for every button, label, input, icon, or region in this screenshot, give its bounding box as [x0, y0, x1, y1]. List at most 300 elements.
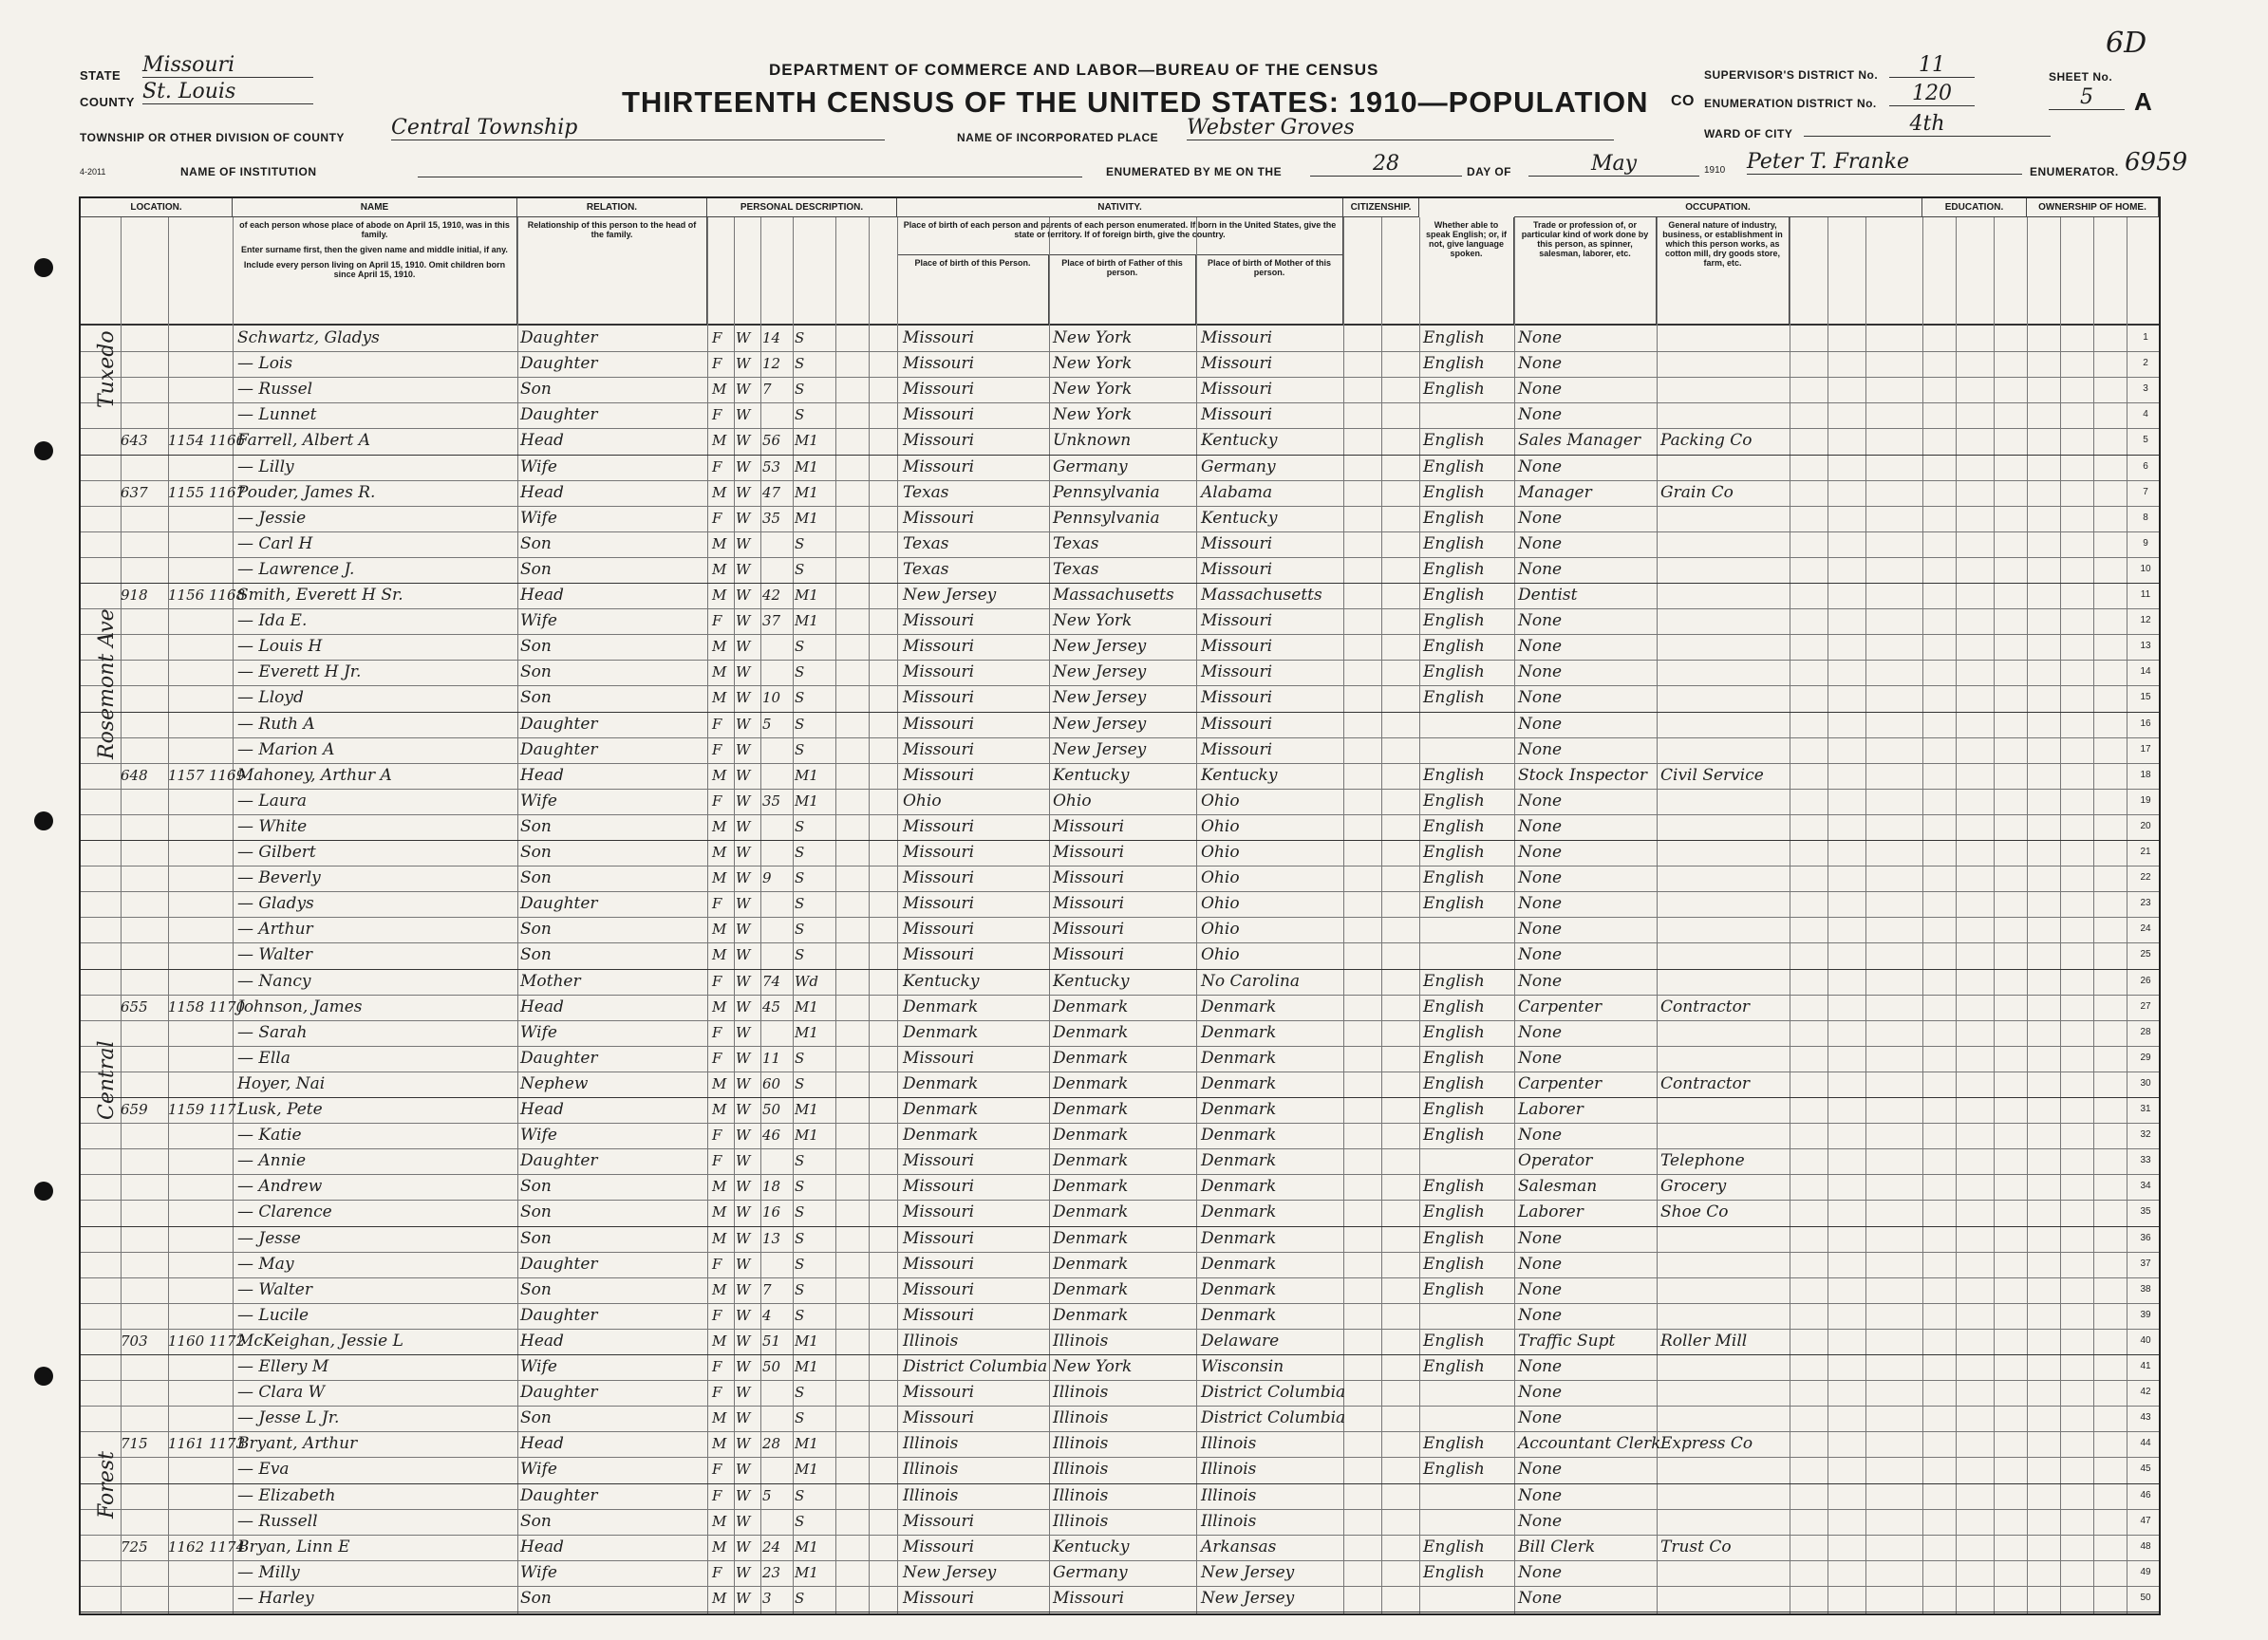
row-number: 35	[2140, 1206, 2151, 1218]
cell-ind: Grocery	[1660, 1177, 1727, 1197]
cell-name: — Russel	[237, 380, 313, 400]
cell-fam: 1159 1171	[168, 1101, 246, 1118]
cell-rel: Son	[520, 843, 552, 862]
cell-mbp: Missouri	[1201, 611, 1273, 631]
cell-ms: S	[795, 844, 805, 861]
row-number: 33	[2140, 1155, 2151, 1166]
cell-mbp: Denmark	[1201, 1305, 1277, 1325]
cell-lang: English	[1423, 1100, 1485, 1119]
cell-age: 74	[762, 972, 781, 990]
row-number: 48	[2140, 1540, 2151, 1552]
cell-sex: M	[712, 844, 727, 861]
column-rule	[707, 217, 708, 1613]
row-number: 29	[2140, 1052, 2151, 1063]
cell-age: 7	[762, 1280, 772, 1298]
cell-race: W	[736, 381, 751, 399]
cell-trade: Carpenter	[1518, 997, 1603, 1016]
cell-fbp: Missouri	[1053, 894, 1125, 914]
cell-lang: English	[1423, 611, 1485, 631]
form-number: 4-2011	[80, 167, 106, 177]
cell-trade: Bill Clerk	[1518, 1537, 1596, 1556]
cell-ms: S	[795, 1152, 805, 1170]
cell-ms: M1	[795, 1538, 818, 1556]
cell-rel: Head	[520, 1434, 564, 1454]
cell-fbp: Denmark	[1053, 1202, 1129, 1222]
cell-fbp: Kentucky	[1053, 765, 1130, 785]
cell-lang: English	[1423, 765, 1485, 785]
cell-race: W	[736, 329, 751, 346]
cell-bp: Texas	[903, 559, 949, 579]
cell-trade: Salesman	[1518, 1177, 1598, 1197]
cell-race: W	[736, 715, 751, 733]
column-rule	[1419, 217, 1420, 1613]
cell-sex: F	[712, 792, 722, 810]
enumerator-label: ENUMERATOR.	[2030, 165, 2119, 178]
cell-trade: None	[1518, 1383, 1563, 1403]
cell-lang: English	[1423, 1048, 1485, 1068]
cell-ind: Civil Service	[1660, 765, 1764, 785]
cell-ms: M1	[795, 1101, 818, 1118]
cell-mbp: Missouri	[1201, 380, 1273, 400]
cell-bp: District Columbia	[903, 1357, 1048, 1376]
cell-rel: Son	[520, 1228, 552, 1248]
cell-sex: F	[712, 612, 722, 630]
cell-fbp: Illinois	[1053, 1511, 1109, 1531]
row-number: 18	[2140, 769, 2151, 780]
cell-sex: F	[712, 457, 722, 475]
cell-age: 11	[762, 1049, 781, 1067]
row-number: 23	[2140, 898, 2151, 909]
cell-rel: Son	[520, 688, 552, 708]
punch-hole	[34, 811, 53, 830]
cell-age: 16	[762, 1203, 781, 1221]
cell-mbp: Missouri	[1201, 405, 1273, 425]
column-rule	[1514, 217, 1515, 1613]
cell-bp: Missouri	[903, 354, 975, 374]
cell-ms: M1	[795, 766, 818, 784]
column-rule	[734, 217, 735, 1613]
cell-ms: S	[795, 817, 805, 835]
cell-lang: English	[1423, 586, 1485, 605]
cell-bp: Missouri	[903, 328, 975, 347]
cell-mbp: Missouri	[1201, 637, 1273, 657]
row-number: 49	[2140, 1566, 2151, 1577]
cell-age: 50	[762, 1358, 781, 1375]
column-rule	[1956, 217, 1957, 1613]
cell-bp: New Jersey	[903, 586, 997, 605]
row-number: 32	[2140, 1129, 2151, 1141]
cell-ms: M1	[795, 587, 818, 604]
row-number: 7	[2143, 486, 2148, 497]
row-number: 30	[2140, 1077, 2151, 1089]
cell-race: W	[736, 972, 751, 990]
punch-hole	[34, 1182, 53, 1201]
cell-race: W	[736, 1384, 751, 1402]
cell-bp: Missouri	[903, 688, 975, 708]
cell-race: W	[736, 766, 751, 784]
cell-sex: M	[712, 1229, 727, 1247]
cell-mbp: Illinois	[1201, 1485, 1257, 1505]
cell-mbp: Missouri	[1201, 559, 1273, 579]
cell-mbp: Denmark	[1201, 1279, 1277, 1299]
cell-lang: English	[1423, 1331, 1485, 1351]
cell-race: W	[736, 1280, 751, 1298]
cell-trade: Laborer	[1518, 1202, 1584, 1222]
cell-ms: S	[795, 1486, 805, 1504]
cell-name: — Ruth A	[237, 714, 315, 734]
cell-name: — Lawrence J.	[237, 559, 355, 579]
institution-label: NAME OF INSTITUTION	[180, 165, 317, 178]
cell-sex: M	[712, 817, 727, 835]
cell-sex: F	[712, 1563, 722, 1581]
cell-bp: Ohio	[903, 791, 942, 811]
cell-trade: None	[1518, 1254, 1563, 1274]
cell-rel: Son	[520, 662, 552, 682]
cell-bp: Missouri	[903, 1383, 975, 1403]
cell-dw: 715	[121, 1435, 148, 1453]
cell-mbp: Denmark	[1201, 1100, 1277, 1119]
state-value: Missouri	[142, 53, 313, 78]
cell-rel: Wife	[520, 457, 557, 476]
cell-bp: Texas	[903, 533, 949, 553]
row-number: 38	[2140, 1283, 2151, 1295]
cell-fbp: Missouri	[1053, 843, 1125, 862]
cell-lang: English	[1423, 1177, 1485, 1197]
cell-age: 13	[762, 1229, 781, 1247]
cell-trade: None	[1518, 508, 1563, 528]
cell-ms: M1	[795, 792, 818, 810]
cell-race: W	[736, 432, 751, 450]
cell-rel: Son	[520, 1177, 552, 1197]
cell-race: W	[736, 1332, 751, 1350]
cell-name: — Sarah	[237, 1022, 308, 1042]
cell-dw: 725	[121, 1538, 148, 1556]
cell-sex: M	[712, 1178, 727, 1196]
cell-trade: None	[1518, 1511, 1563, 1531]
cell-fbp: New York	[1053, 611, 1133, 631]
punch-hole	[34, 441, 53, 460]
cell-name: Schwartz, Gladys	[237, 328, 380, 347]
cell-fbp: Germany	[1053, 457, 1128, 476]
cell-rel: Wife	[520, 611, 557, 631]
cell-age: 3	[762, 1589, 772, 1607]
cell-mbp: Delaware	[1201, 1331, 1280, 1351]
header-industry: General nature of industry, business, or establishment in which this person works, as cotton mill, dry goods store, farm, etc.	[1657, 217, 1790, 324]
cell-lang: English	[1423, 508, 1485, 528]
cell-lang: English	[1423, 637, 1485, 657]
cell-rel: Daughter	[520, 1254, 598, 1274]
cell-rel: Daughter	[520, 354, 598, 374]
group-location: LOCATION.	[81, 198, 233, 217]
cell-sex: M	[712, 766, 727, 784]
cell-ind: Packing Co	[1660, 431, 1753, 451]
cell-race: W	[736, 587, 751, 604]
cell-name: — Clarence	[237, 1202, 332, 1222]
cell-ms: S	[795, 329, 805, 346]
cell-sex: M	[712, 1589, 727, 1607]
cell-rel: Daughter	[520, 328, 598, 347]
group-name: NAME	[233, 198, 517, 217]
cell-ms: M1	[795, 432, 818, 450]
cell-lang: English	[1423, 533, 1485, 553]
cell-sex: M	[712, 689, 727, 707]
header-name-desc: of each person whose place of abode on April 15, 1910, was in this family. Enter surname first, then the given name and middle initial, if any. Include every person living on April 15, 1910. Omit children born since April 15, 1910.	[233, 217, 517, 324]
row-number: 47	[2140, 1515, 2151, 1526]
cell-trade: None	[1518, 1022, 1563, 1042]
cell-trade: None	[1518, 1305, 1563, 1325]
group-ownership: OWNERSHIP OF HOME.	[2027, 198, 2159, 217]
row-number: 24	[2140, 923, 2151, 935]
cell-ms: M1	[795, 1435, 818, 1453]
cell-trade: None	[1518, 920, 1563, 940]
cell-trade: None	[1518, 1126, 1563, 1146]
cell-age: 50	[762, 1101, 781, 1118]
cell-name: — Walter	[237, 945, 312, 965]
cell-name: — Arthur	[237, 920, 313, 940]
cell-name: — Marion A	[237, 739, 335, 759]
cell-bp: Kentucky	[903, 971, 980, 991]
cell-mbp: Missouri	[1201, 328, 1273, 347]
cell-lang: English	[1423, 431, 1485, 451]
cell-name: — Russell	[237, 1511, 318, 1531]
cell-ms: S	[795, 715, 805, 733]
cell-name: — Gladys	[237, 894, 314, 914]
cell-rel: Daughter	[520, 739, 598, 759]
cell-rel: Daughter	[520, 1383, 598, 1403]
cell-fbp: Kentucky	[1053, 1537, 1130, 1556]
row-number: 42	[2140, 1387, 2151, 1398]
cell-bp: Denmark	[903, 1022, 979, 1042]
cell-ms: S	[795, 689, 805, 707]
cell-trade: None	[1518, 328, 1563, 347]
cell-name: — Jesse L Jr.	[237, 1408, 340, 1428]
cell-ms: S	[795, 1280, 805, 1298]
cell-fbp: Denmark	[1053, 1177, 1129, 1197]
row-number: 26	[2140, 975, 2151, 986]
cell-name: — White	[237, 816, 308, 836]
cell-name: — Ida E.	[237, 611, 308, 631]
cell-age: 37	[762, 612, 781, 630]
cell-ind: Shoe Co	[1660, 1202, 1729, 1222]
cell-bp: Missouri	[903, 1151, 975, 1171]
header-language: Whether able to speak English; or, if not, give language spoken.	[1419, 217, 1514, 324]
cell-race: W	[736, 1306, 751, 1324]
township-label: TOWNSHIP OR OTHER DIVISION OF COUNTY	[80, 131, 345, 144]
cell-sex: M	[712, 921, 727, 939]
cell-age: 60	[762, 1074, 781, 1092]
cell-bp: Missouri	[903, 945, 975, 965]
day-of-label: DAY OF	[1467, 165, 1512, 178]
cell-bp: Missouri	[903, 843, 975, 862]
row-number: 45	[2140, 1463, 2151, 1475]
cell-bp: Missouri	[903, 611, 975, 631]
cell-bp: Missouri	[903, 1588, 975, 1608]
cell-lang: English	[1423, 894, 1485, 914]
cell-ms: S	[795, 355, 805, 373]
cell-ms: M1	[795, 457, 818, 475]
cell-rel: Wife	[520, 791, 557, 811]
cell-rel: Son	[520, 559, 552, 579]
cell-trade: Sales Manager	[1518, 431, 1641, 451]
row-number: 17	[2140, 743, 2151, 755]
cell-sex: M	[712, 1280, 727, 1298]
cell-bp: Missouri	[903, 714, 975, 734]
cell-sex: M	[712, 1409, 727, 1427]
cell-fam: 1157 1169	[168, 766, 246, 784]
cell-sex: M	[712, 587, 727, 604]
cell-fbp: Illinois	[1053, 1408, 1109, 1428]
cell-age: 45	[762, 997, 781, 1016]
cell-ms: S	[795, 1178, 805, 1196]
cell-age: 42	[762, 587, 781, 604]
cell-race: W	[736, 355, 751, 373]
enumerator-number: 6959	[2125, 148, 2188, 177]
cell-name: — Lucile	[237, 1305, 309, 1325]
cell-fbp: New York	[1053, 354, 1133, 374]
cell-mbp: Ohio	[1201, 945, 1240, 965]
cell-race: W	[736, 1152, 751, 1170]
column-rule	[1381, 217, 1382, 1613]
cell-bp: Denmark	[903, 1126, 979, 1146]
cell-rel: Son	[520, 816, 552, 836]
cell-lang: English	[1423, 1254, 1485, 1274]
street-name-margin: Rosemont Ave	[95, 608, 119, 759]
cell-fbp: Texas	[1053, 559, 1099, 579]
street-name-margin: Central	[95, 1040, 119, 1120]
census-year: 1910	[1704, 165, 1726, 176]
cell-mbp: Ohio	[1201, 920, 1240, 940]
row-number: 21	[2140, 847, 2151, 857]
cell-name: — Jesse	[237, 1228, 301, 1248]
ward-value: 4th	[1804, 112, 2051, 137]
cell-name: — Andrew	[237, 1177, 323, 1197]
group-occupation: OCCUPATION.	[1514, 198, 1922, 217]
cell-race: W	[736, 406, 751, 424]
row-number: 43	[2140, 1412, 2151, 1424]
cell-rel: Daughter	[520, 1048, 598, 1068]
cell-fbp: New Jersey	[1053, 714, 1147, 734]
column-rule	[2027, 217, 2028, 1613]
cell-dw: 637	[121, 483, 148, 501]
header-birth-person: Place of birth of this Person.	[897, 255, 1049, 324]
ward-label: WARD OF CITY	[1704, 127, 1793, 140]
row-number: 37	[2140, 1258, 2151, 1269]
cell-ms: S	[795, 663, 805, 681]
cell-lang: English	[1423, 816, 1485, 836]
row-number: 14	[2140, 666, 2151, 678]
cell-bp: Missouri	[903, 1537, 975, 1556]
row-number: 2	[2143, 358, 2148, 369]
cell-fbp: Missouri	[1053, 868, 1125, 888]
column-rule	[2093, 217, 2094, 1613]
cell-sex: F	[712, 1461, 722, 1479]
cell-rel: Daughter	[520, 1151, 598, 1171]
cell-mbp: New Jersey	[1201, 1562, 1295, 1582]
row-number: 41	[2140, 1361, 2151, 1371]
cell-sex: F	[712, 1127, 722, 1145]
cell-name: — Carl H	[237, 533, 313, 553]
cell-bp: Missouri	[903, 816, 975, 836]
cell-bp: Illinois	[903, 1485, 959, 1505]
cell-sex: F	[712, 509, 722, 527]
cell-rel: Head	[520, 765, 564, 785]
cell-name: Mahoney, Arthur A	[237, 765, 392, 785]
cell-race: W	[736, 921, 751, 939]
cell-trade: None	[1518, 1357, 1563, 1376]
cell-lang: English	[1423, 662, 1485, 682]
cell-sex: F	[712, 972, 722, 990]
cell-ind: Express Co	[1660, 1434, 1753, 1454]
cell-trade: None	[1518, 1048, 1563, 1068]
cell-dw: 643	[121, 432, 148, 450]
group-citizenship: CITIZENSHIP.	[1343, 198, 1419, 217]
row-number: 20	[2140, 820, 2151, 831]
cell-fbp: Pennsylvania	[1053, 482, 1160, 502]
cell-fbp: Denmark	[1053, 997, 1129, 1016]
cell-fbp: New Jersey	[1053, 662, 1147, 682]
cell-ms: S	[795, 560, 805, 578]
cell-mbp: Ohio	[1201, 868, 1240, 888]
cell-lang: English	[1423, 791, 1485, 811]
cell-age: 56	[762, 432, 781, 450]
row-number: 11	[2140, 589, 2151, 600]
column-rule	[1657, 217, 1658, 1613]
cell-race: W	[736, 817, 751, 835]
cell-name: — Katie	[237, 1126, 302, 1146]
cell-name: — Walter	[237, 1279, 312, 1299]
cell-sex: M	[712, 946, 727, 964]
cell-sex: M	[712, 638, 727, 656]
row-number: 5	[2143, 435, 2148, 446]
cell-rel: Son	[520, 533, 552, 553]
cell-age: 7	[762, 381, 772, 399]
department-heading: DEPARTMENT OF COMMERCE AND LABOR—BUREAU OF THE CENSUS	[769, 61, 1379, 79]
cell-name: — Lois	[237, 354, 293, 374]
cell-trade: Dentist	[1518, 586, 1578, 605]
cell-ms: S	[795, 1255, 805, 1273]
cell-race: W	[736, 1461, 751, 1479]
cell-race: W	[736, 1049, 751, 1067]
cell-age: 5	[762, 1486, 772, 1504]
cell-race: W	[736, 1255, 751, 1273]
cell-race: W	[736, 1101, 751, 1118]
cell-mbp: New Jersey	[1201, 1588, 1295, 1608]
cell-ms: M1	[795, 1332, 818, 1350]
cell-race: W	[736, 1409, 751, 1427]
cell-rel: Daughter	[520, 1305, 598, 1325]
cell-race: W	[736, 1203, 751, 1221]
cell-sex: M	[712, 1512, 727, 1530]
cell-name: — Clara W	[237, 1383, 326, 1403]
cell-mbp: Illinois	[1201, 1434, 1257, 1454]
cell-rel: Wife	[520, 1562, 557, 1582]
cell-fbp: Denmark	[1053, 1126, 1129, 1146]
row-number: 27	[2140, 1000, 2151, 1012]
cell-mbp: Denmark	[1201, 997, 1277, 1016]
row-number: 34	[2140, 1181, 2151, 1192]
row-number: 28	[2140, 1026, 2151, 1037]
sheet-value: 5	[2049, 85, 2125, 110]
cell-mbp: Kentucky	[1201, 431, 1278, 451]
cell-race: W	[736, 869, 751, 887]
cell-age: 5	[762, 715, 772, 733]
cell-trade: Laborer	[1518, 1100, 1584, 1119]
cell-mbp: Denmark	[1201, 1022, 1277, 1042]
cell-fbp: Denmark	[1053, 1254, 1129, 1274]
cell-name: — Lloyd	[237, 688, 304, 708]
cell-age: 51	[762, 1332, 781, 1350]
cell-ms: M1	[795, 612, 818, 630]
